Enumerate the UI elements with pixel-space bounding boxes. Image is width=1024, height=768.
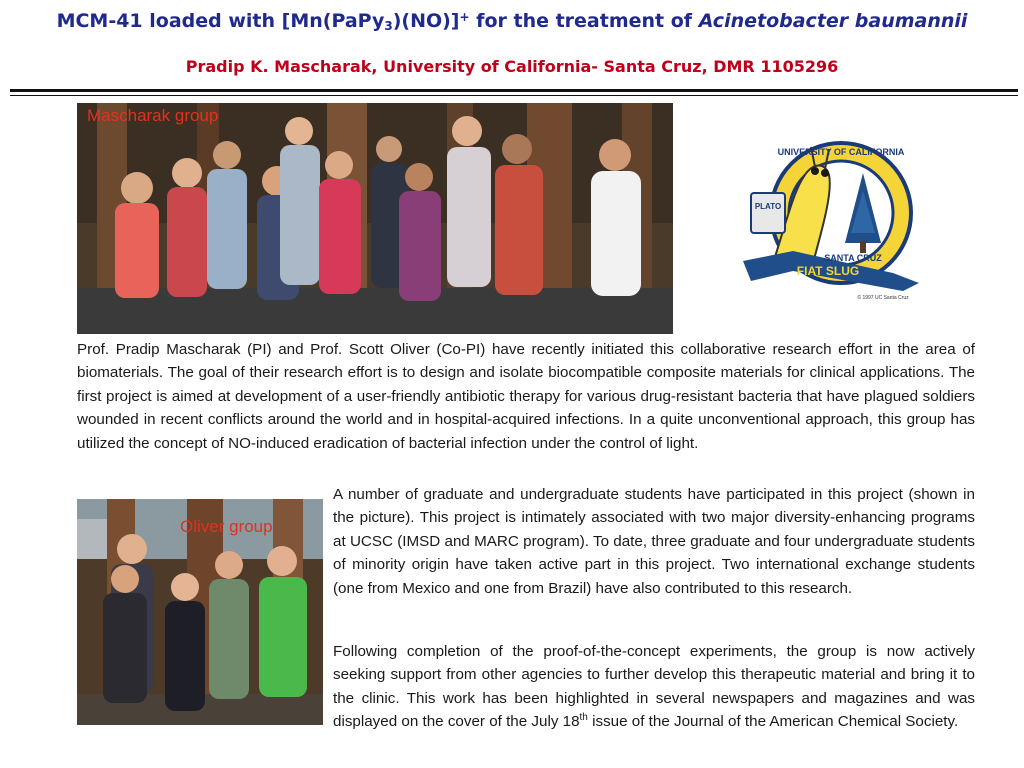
oliver-group-photo bbox=[77, 499, 323, 725]
slide-title: MCM-41 loaded with [Mn(PaPy$_3$)(NO)]+ for the treatment of Acinetobacter baumannii bbox=[56, 10, 968, 33]
oliver-group-label: Oliver group bbox=[180, 517, 273, 536]
header-divider-thick bbox=[10, 89, 1018, 92]
logo-text-top: UNIVERSITY OF CALIFORNIA bbox=[777, 147, 905, 157]
slide-subtitle: Pradip K. Mascharak, University of California- Santa Cruz, DMR 1105296 bbox=[185, 57, 839, 76]
mascharak-group-label: Mascharak group bbox=[87, 106, 219, 125]
logo-text-bottom: SANTA CRUZ bbox=[824, 253, 882, 263]
mascharak-group-photo bbox=[77, 103, 673, 334]
paragraph-intro: Prof. Pradip Mascharak (PI) and Prof. Scott Oliver (Co-PI) have recently initiated this collaborative research effort in the area of biomaterials. The goal of their research effort is to design and isolate biocompatible composite materials for clinical applications. The first project is aimed at development of a user-friendly antibiotic therapy for various drug-resistant bacteria that have plagued soldiers wounded in recent conflicts around the world and in hospital-acquired infections. In a quite unconventional approach, this group has utilized the concept of NO-induced eradication of bacterial infection under the control of light. bbox=[77, 341, 975, 452]
header-divider-thin bbox=[10, 95, 1018, 96]
fiat-slug-emblem-icon bbox=[733, 133, 929, 303]
paragraph-students: A number of graduate and undergraduate students have participated in this project (shown in the picture). This project is intimately associated with two major diversity-enhancing programs at UCSC (IMSD and MARC program). To date, three graduate and four undergraduate students of minority origin have taken active part in this project. Two international exchange students (one from Mexico and one from Brazil) have also contributed to this research. bbox=[333, 486, 975, 597]
mascharak-group-photo-image bbox=[77, 103, 673, 334]
logo-copyright: © 1997 UC Santa Cruz bbox=[857, 295, 909, 301]
ucsc-fiat-slug-logo bbox=[733, 133, 929, 303]
logo-banner-text: FIAT SLUG bbox=[796, 264, 860, 278]
logo-book-label: PLATO bbox=[754, 202, 782, 211]
paragraph-future: Following completion of the proof-of-the-concept experiments, the group is now actively seeking support from other agencies to further develop this therapeutic material and bring it to the clinic. This work has been highlighted in several newspapers and magazines and was displayed on the cover of the July 18th issue of the Journal of the American Chemical Society. bbox=[333, 643, 975, 731]
